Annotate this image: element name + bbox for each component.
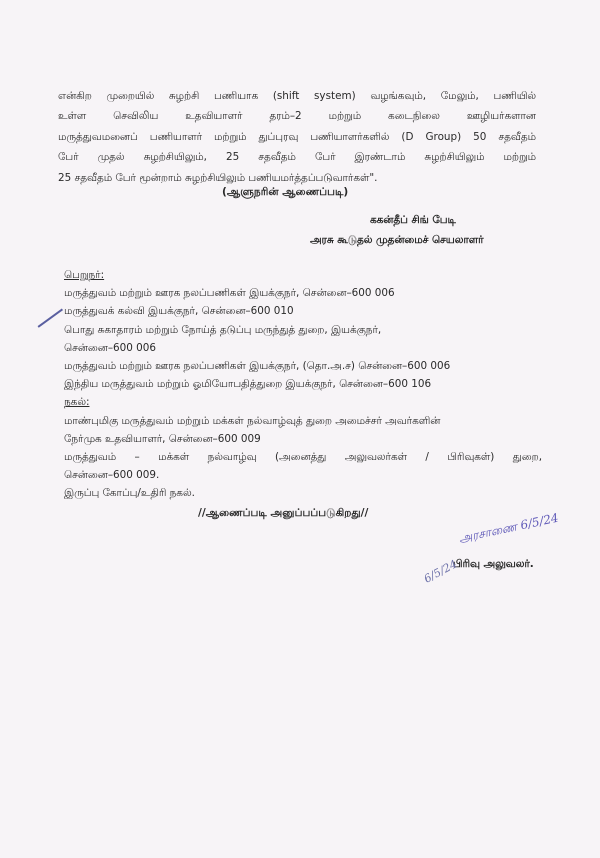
copy-to-item: மாண்புமிகு மருத்துவம் மற்றும் மக்கள் நல்வாழ்வுத் துறை அமைச்சர் அவர்களின் [64, 414, 441, 427]
recipient-item: இந்திய மருத்துவம் மற்றும் ஓமியோபதித்துறை இயக்குநர், சென்னை–600 106 [64, 378, 432, 391]
copy-to-item: சென்னை–600 009. [64, 469, 160, 482]
copy-to-item: மருத்துவம் – மக்கள் நல்வாழ்வு (அனைத்து அலுவலர்கள் / பிரிவுகள்) துறை, [64, 451, 542, 464]
recipient-item: பொது சுகாதாரம் மற்றும் நோய்த் தடுப்பு மருந்துத் துறை, இயக்குநர், [64, 323, 382, 336]
paragraph-line: மருத்துவமனைப் பணியாளர் மற்றும் துப்புரவு பணியாளர்களில் (D Group) 50 சதவீதம் [58, 130, 536, 143]
order-by-line: (ஆளுநரின் ஆணைப்படி) [222, 186, 349, 198]
paragraph-line: என்கிற முறையில் சுழற்சி பணியாக (shift system) வழங்கவும், மேலும், பணியில் [58, 90, 536, 102]
body-paragraph [58, 86, 536, 188]
recipient-item: மருத்துவக் கல்வி இயக்குநர், சென்னை–600 010 [64, 305, 294, 318]
forwarded-line: //ஆணைப்படி அனுப்பப்படுகிறது// [198, 507, 369, 519]
recipient-item: சென்னை–600 006 [64, 341, 156, 354]
recipient-item: மருத்துவம் மற்றும் ஊரக நலப்பணிகள் இயக்குநர், (தொ.அ.ச) சென்னை–600 006 [64, 360, 451, 373]
handwritten-initial: 6/5/24 [421, 557, 460, 586]
copy-to-item: நேர்முக உதவியாளர், சென்னை–600 009 [64, 432, 261, 445]
recipients-heading: பெறுநர்: [64, 269, 105, 281]
signatory-name: ககன்தீப் சிங் பேடி [370, 214, 456, 226]
copy-to-item: இருப்பு கோப்பு/உதிரி நகல். [64, 487, 195, 500]
paragraph-line: பேர் முதல் சுழற்சியிலும், 25 சதவீதம் பேர் இரண்டாம் சுழற்சியிலும் மற்றும் [58, 151, 536, 164]
distribution-list [64, 266, 542, 503]
recipient-item: மருத்துவம் மற்றும் ஊரக நலப்பணிகள் இயக்குநர், சென்னை–600 006 [64, 287, 395, 300]
paragraph-line: 25 சதவீதம் பேர் மூன்றாம் சுழற்சியிலும் பணியமர்த்தப்படுவார்கள்". [58, 171, 378, 184]
copy-to-heading: நகல்: [64, 396, 90, 409]
handwritten-initial: அரசாணை 6/5/24 [457, 510, 560, 546]
pen-tick-mark [38, 309, 63, 328]
signatory-title: அரசு கூடுதல் முதன்மைச் செயலாளர் [310, 234, 484, 246]
section-officer-label: பிரிவு அலுவலர். [453, 558, 534, 570]
paragraph-line: உள்ள செவிலிய உதவியாளர் தரம்–2 மற்றும் கடைநிலை ஊழியர்களான [58, 110, 536, 123]
